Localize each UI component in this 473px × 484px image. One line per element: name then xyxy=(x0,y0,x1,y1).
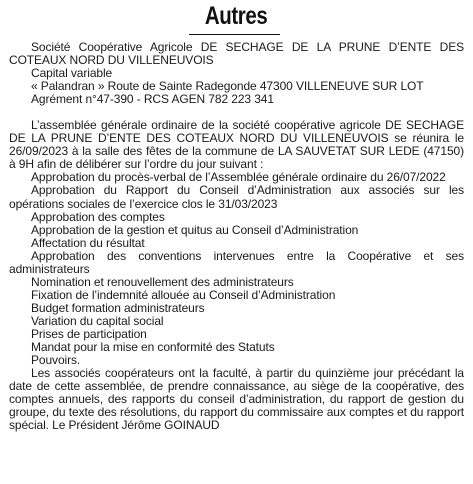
closing-paragraph: Les associés coopérateurs ont la faculté, à partir du quinzième jour précédant la date de cette assemblée, de prendre connaissance, au siège de la coopérative, des comptes annuels, des rapports du conseil d’administration, du rapport de gestion du groupe, du texte des résolutions, du rapport du commissaire aux comptes et du rapport spécial. Le Président Jérôme GOINAUD xyxy=(9,366,464,433)
section-heading xyxy=(0,2,473,30)
section-title: Autres xyxy=(205,2,268,30)
agenda-item: Nomination et renouvellement des administrateurs xyxy=(31,274,294,289)
agenda-item: Pouvoirs. xyxy=(31,353,81,368)
agenda-item: Approbation des conventions intervenues entre la Coopérative et ses administrateurs xyxy=(9,248,464,276)
agenda-item: Budget formation administrateurs xyxy=(31,300,205,315)
agenda-item: Mandat pour la mise en conformité des Statuts xyxy=(31,340,275,355)
company-name: Société Coopérative Agricole DE SECHAGE DE LA PRUNE D’ENTE DES COTEAUX NORD DU VILLENEUVOIS xyxy=(9,40,464,68)
agenda-item: Affectation du résultat xyxy=(31,235,145,250)
address-line: « Palandran » Route de Sainte Radegonde 47300 VILLENEUVE SUR LOT xyxy=(31,79,424,94)
notice-body xyxy=(9,41,464,432)
capital-line: Capital variable xyxy=(31,66,113,81)
agenda-item: Variation du capital social xyxy=(31,313,164,328)
heading-underline xyxy=(189,34,280,35)
agenda-item: Approbation de la gestion et quitus au Conseil d’Administration xyxy=(31,222,359,237)
agenda-item: Fixation de l’indemnité allouée au Conseil d’Administration xyxy=(31,287,336,302)
agenda-item: Approbation du Rapport du Conseil d’Administration aux associés sur les opérations sociales de l’exercice clos le 31/03/2023 xyxy=(9,183,464,211)
agenda-item: Approbation du procès-verbal de l’Assemblée générale ordinaire du 26/07/2022 xyxy=(31,170,446,185)
agrement-line: Agrément n°47-390 - RCS AGEN 782 223 341 xyxy=(31,92,274,107)
meeting-intro: L’assemblée générale ordinaire de la société coopérative agricole DE SECHAGE DE LA PRUNE D’ENTE DES COTEAUX NORD DU VILLENEUVOIS se réunira le 26/09/2023 à la salle des fêtes de la commune de LA SAUVETAT SUR LEDE (47150) à 9H afin de délibérer sur l’ordre du jour suivant : xyxy=(9,118,464,172)
agenda-item: Approbation des comptes xyxy=(31,209,165,224)
agenda-item: Prises de participation xyxy=(31,326,147,341)
